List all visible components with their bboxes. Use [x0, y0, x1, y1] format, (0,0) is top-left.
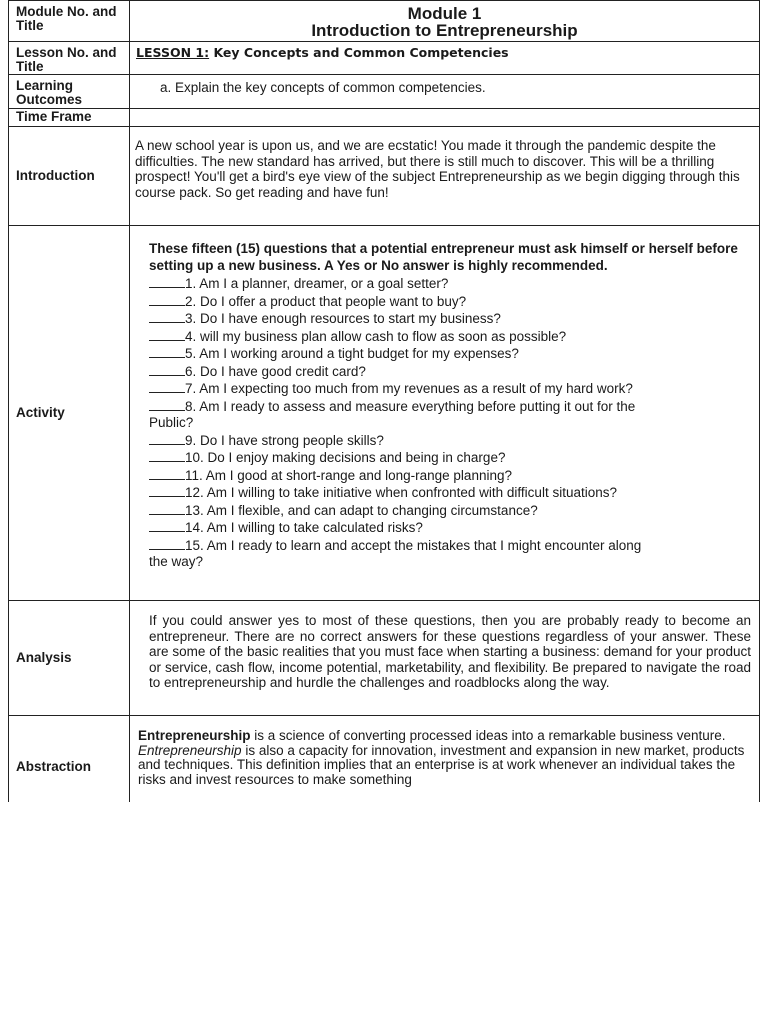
question-item: 15. Am I ready to learn and accept the mistakes that I might encounter along	[149, 537, 751, 555]
question-item: 3. Do I have enough resources to start my business?	[149, 310, 751, 328]
module-header	[130, 1, 759, 39]
question-item: 8. Am I ready to assess and measure everything before putting it out for the	[149, 398, 751, 416]
introduction-label: Introduction	[9, 127, 130, 226]
answer-blank[interactable]	[149, 398, 185, 411]
time-frame-label: Time Frame	[9, 109, 130, 127]
lesson-heading	[130, 42, 759, 61]
answer-blank[interactable]	[149, 345, 185, 358]
answer-blank[interactable]	[149, 328, 185, 341]
question-item: 2. Do I offer a product that people want to buy?	[149, 293, 751, 311]
answer-blank[interactable]	[149, 467, 185, 480]
activity-row	[9, 226, 760, 601]
module-row	[9, 1, 760, 42]
answer-blank[interactable]	[149, 432, 185, 445]
analysis-row	[9, 601, 760, 716]
question-item: 4. will my business plan allow cash to flow as soon as possible?	[149, 328, 751, 346]
module-title: Introduction to Entrepreneurship	[311, 21, 578, 40]
outcomes-label: Learning Outcomes	[9, 75, 130, 109]
definition-1: Entrepreneurship is a science of converting processed ideas into a remarkable business venture.	[138, 728, 726, 743]
answer-blank[interactable]	[149, 363, 185, 376]
outcomes-row	[9, 75, 760, 109]
lesson-row	[9, 42, 760, 75]
lesson-number: LESSON 1:	[136, 45, 210, 60]
answer-blank[interactable]	[149, 449, 185, 462]
question-continuation: the way?	[149, 554, 204, 569]
answer-blank[interactable]	[149, 275, 185, 288]
question-continuation: Public?	[149, 415, 194, 430]
analysis-label: Analysis	[9, 601, 130, 716]
abstraction-label: Abstraction	[9, 716, 130, 803]
question-item: 7. Am I expecting too much from my revenues as a result of my hard work?	[149, 380, 751, 398]
answer-blank[interactable]	[149, 380, 185, 393]
definition-term: Entrepreneurship	[138, 728, 251, 743]
answer-blank[interactable]	[149, 310, 185, 323]
question-item: 5. Am I working around a tight budget for my expenses?	[149, 345, 751, 363]
answer-blank[interactable]	[149, 519, 185, 532]
lesson-title: Key Concepts and Common Competencies	[213, 45, 509, 60]
activity-label: Activity	[9, 226, 130, 601]
question-item: 13. Am I flexible, and can adapt to changing circumstance?	[149, 502, 751, 520]
module-number: Module 1	[407, 4, 482, 23]
question-item: 12. Am I willing to take initiative when confronted with difficult situations?	[149, 484, 751, 502]
lesson-document	[8, 0, 760, 802]
question-item: 6. Do I have good credit card?	[149, 363, 751, 381]
abstraction-text	[130, 716, 759, 787]
answer-blank[interactable]	[149, 293, 185, 306]
question-item: 9. Do I have strong people skills?	[149, 432, 751, 450]
analysis-text: If you could answer yes to most of these questions, then you are probably ready to become an entrepreneur. There are no correct answers for these questions regardless of your answer. These are some of the basic realities that you must face when starting a business: demand for your product or service, cash flow, income potential, marketability, and flexibility. Be prepared to navigate the road to entrepreneurship and hurdle the challenges and roadblocks along the way.	[149, 613, 751, 690]
answer-blank[interactable]	[149, 502, 185, 515]
definition-2: Entrepreneurship is also a capacity for innovation, investment and expansion in new market, products and techniques. This definition implies that an enterprise is at work whenever an individual takes the risks and invest resources to make something	[138, 742, 745, 787]
module-label: Module No. and Title	[9, 1, 130, 42]
answer-blank[interactable]	[149, 537, 185, 550]
question-item: 14. Am I willing to take calculated risks?	[149, 519, 751, 537]
answer-blank[interactable]	[149, 484, 185, 497]
lesson-label: Lesson No. and Title	[9, 42, 130, 75]
question-item: 11. Am I good at short-range and long-range planning?	[149, 467, 751, 485]
introduction-row	[9, 127, 760, 226]
outcome-text: a. Explain the key concepts of common competencies.	[160, 80, 486, 95]
question-item: 1. Am I a planner, dreamer, or a goal setter?	[149, 275, 751, 293]
time-frame-row	[9, 109, 760, 127]
definition-term: Entrepreneurship	[138, 742, 242, 758]
introduction-text: A new school year is upon us, and we are ecstatic! You made it through the pandemic despite the difficulties. The new standard has arrived, but there is still much to discover. This will be a thrilling prospect! You'll get a bird's eye view of the subject Entrepreneurship as we begin digging through this course pack. So get reading and have fun!	[135, 138, 740, 201]
activity-content	[130, 226, 759, 571]
lesson-table	[8, 0, 760, 802]
abstraction-row	[9, 716, 760, 803]
time-frame-value	[130, 109, 760, 127]
activity-lead: These fifteen (15) questions that a potential entrepreneur must ask himself or herself before setting up a new business. A Yes or No answer is highly recommended.	[149, 241, 738, 273]
question-item: 10. Do I enjoy making decisions and being in charge?	[149, 449, 751, 467]
